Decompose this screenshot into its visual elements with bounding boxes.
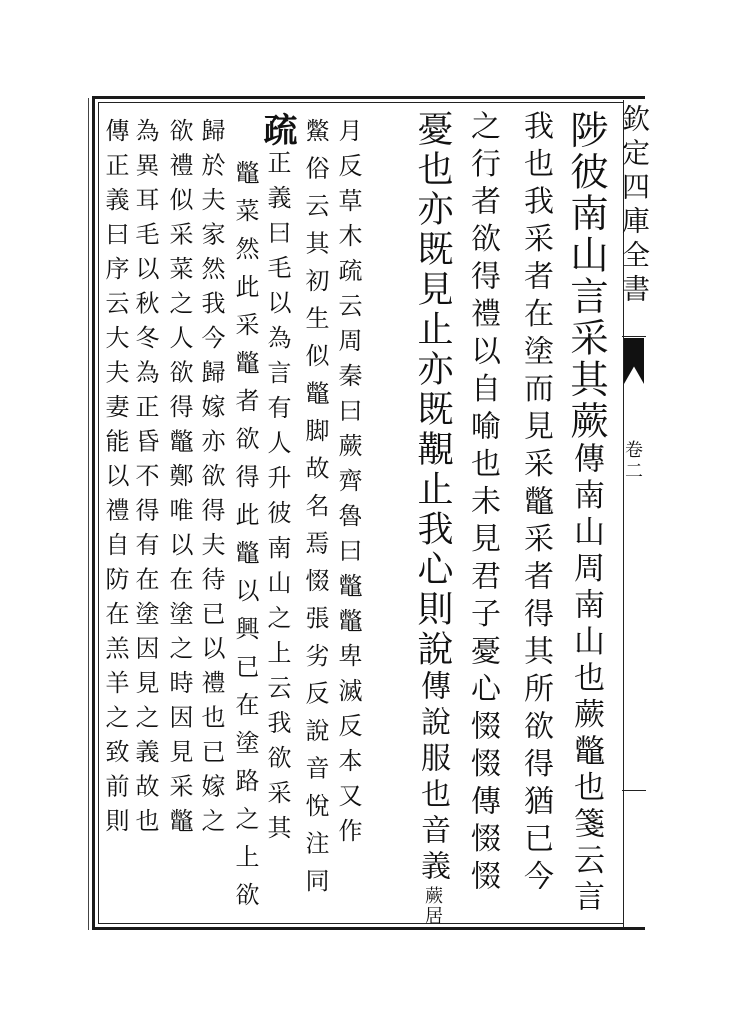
text-column-1 [564,110,609,917]
column-segment: 鼈菜然此采鼈者欲得此鼈以興已在塗路之上欲 [231,160,259,920]
column-segment: 鱉俗云其初生似鼈脚故名焉惙張劣反說音悅注同 [301,118,329,906]
page-edge-line [88,98,89,930]
text-column-8 [230,160,260,920]
text-column-11 [130,118,160,843]
text-column-6 [300,118,330,906]
column-segment: 為異耳毛以秋冬為正昏不得有在塗因見之義故也 [131,118,159,843]
column-segment: 欲禮似采菜之人欲得鼈鄭唯以在塗之時因見采鼈 [165,118,193,843]
text-column-5 [333,118,363,853]
text-column-3 [462,110,502,898]
text-column-4 [412,110,452,926]
column-segment: 陟彼南山言采其蕨 [564,110,609,442]
column-segment: 正義曰毛以為言有人升彼南山之上云我欲采其 [263,150,291,850]
text-column-10 [164,118,194,843]
commentary-marker: 疏 [257,112,297,150]
column-segment: 蕨居 [422,886,443,926]
column-segment: 我也我采者在塗而見采鼈采者得其所欲得猶已今 [518,110,553,898]
banxin-volume-label: 卷二 [622,440,643,482]
column-segment: 之行者欲得禮以自喻也未見君子憂心惙惙傳惙惙 [465,110,500,898]
banxin-title: 欽定四庫全書 [618,104,651,308]
column-segment: 傳南山周南山也蕨鼈也箋云言 [568,442,604,917]
text-column-9 [196,118,226,843]
column-segment: 月反草木疏云周秦曰蕨齊魯曰鼈鼈卑滅反本又作 [334,118,362,853]
column-segment: 歸於夫家然我今歸嫁亦欲得夫待已以禮也已嫁之 [197,118,225,843]
column-segment: 傳正義曰序云大夫妻能以禮自防在羔羊之致前則 [101,118,129,843]
banxin-rule [622,336,646,337]
text-column-2 [515,110,555,898]
text-column-7 [257,112,297,850]
column-segment: 傳說服也音義 [415,670,450,886]
text-column-12 [100,118,130,843]
column-segment: 憂也亦既見止亦既覯止我心則說 [412,110,453,670]
banxin-rule [622,790,646,791]
